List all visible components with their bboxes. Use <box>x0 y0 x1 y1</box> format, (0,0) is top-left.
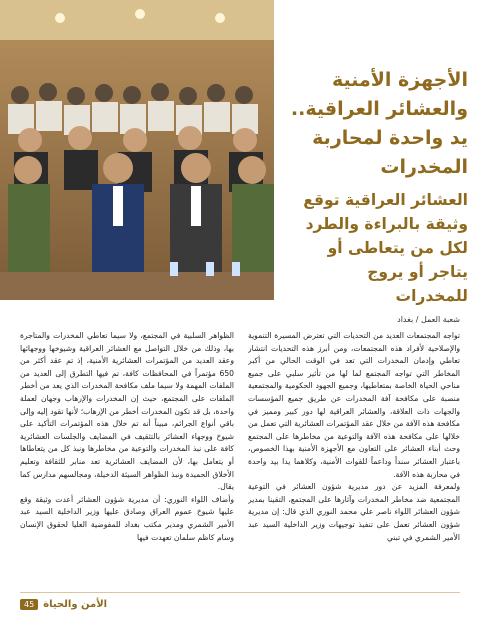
paragraph: ولمعرفة المزيد عن دور مديرية شؤون العشائر في التوعية المجتمعية ضد مخاطر المخدرات وآثارها على المجتمع، التقينا بمدير شؤون العشائر اللواء ناصر علي محمد النوري الذي قال: إن مديرية شؤون العشائر تعمل على تنفيذ توجيهات وزير الداخلية السيد عبد الأمير الشمري في تبني <box>248 482 460 542</box>
paragraph: وأضاف اللواء النوري: أن مديرية شؤون العشائر أعدت وثيقة وقع عليها شيوخ عموم العراق وصادق عليها وزير الداخلية السيد عبد الأمير الشمري ومدير مكتب بغداد للمفوضية العليا لحقوق الإنسان وسام كاظم سلمان تعهدت فيها <box>20 494 234 542</box>
conference-photo <box>0 0 274 300</box>
magazine-name: الأمن والحياة <box>43 598 108 610</box>
paragraph: تواجه المجتمعات العديد من التحديات التي تعترض المسيرة التنموية والإصلاحية لأفراد هذه المجتمعات، ومن أبرز هذه التحديات انتشار تعاطي وإدمان المخدرات التي تعد في الوقت الحالي من أكبر المخاطر التي تواجه المجتمع لما لها من تأثير سلبي على جميع مناحي الحياة الخاصة بمتعاطيها، وجميع الجهود الحكومية والمجتمعية منصبة على مكافحة آفة المخدرات عن طريق جميع المؤسسات والجهات ذات العلاقة، والعشائر العراقية لها دور كبير ومميز في مكافحة هذه الآفة من خلال عقد المؤتمرات العشائرية التي تعمل من خلالها على مكافحة هذه الآفة والتوعية من مخاطرها على المجتمع وحث أبناء العشائر على التعاون مع الأجهزة الأمنية بهذا الخصوص، باعتبار العشائر سنداً وداعماً للقوات الأمنية، وكلاهما يدا بيد واحدة في محاربة هذه الآفة. <box>248 331 460 479</box>
article-column-right <box>248 330 460 578</box>
footer-divider <box>20 592 460 593</box>
article-subheadline: العشائر العراقية توقع وثيقة بالبراءة والطرد لكل من يتعاطى أو يتاجر أو يروج للمخدرات <box>303 191 468 305</box>
article-column-left <box>20 330 234 578</box>
page-number: 45 <box>20 599 38 610</box>
article-byline: شعبة العمل / بغداد <box>397 315 460 324</box>
article-headline: الأجهزة الأمنية والعشائر العراقية.. يد واحدة لمحاربة المخدرات <box>290 69 468 178</box>
paragraph: الظواهر السلبية في المجتمع، ولا سيما تعاطي المخدرات والمتاجرة بها، وذلك من خلال التواصل مع العشائر العراقية وشيوخها ووجهائها وعقد العديد من المؤتمرات العشائرية الأمنية، إذ تم عقد أكثر من 650 مؤتمراً في المحافظات كافة، تم فيها التطرق إلى العديد من الملفات المهمة ولا سيما ملف مكافحة المخدرات الذي يعد من أخطر الملفات على المجتمع، حيث إن المخدرات والإرهاب وجهان لعملة واحدة، بل قد تكون المخدرات أخطر من الإرهاب؛ لأنها تقود إليه وإلى باقي أنواع الجرائم، مبيناً أنه تم خلال هذه المؤتمرات التأكيد على شيوخ ووجهاء العشائر بالتثقيف في المضايف والجلسات العشائرية كافة على نبذ المخدرات والتوعية من مخاطرها ونبذ كل من يتعاطاها أو يتعامل بها، لأن المضايف العشائرية تعد منابر للثقافة وتعليم الأخلاق الحميدة ونبذ الظواهر السيئة الدخيلة، ومجالسهم مدارس كما يقال. <box>20 331 234 492</box>
page-footer <box>20 596 107 612</box>
